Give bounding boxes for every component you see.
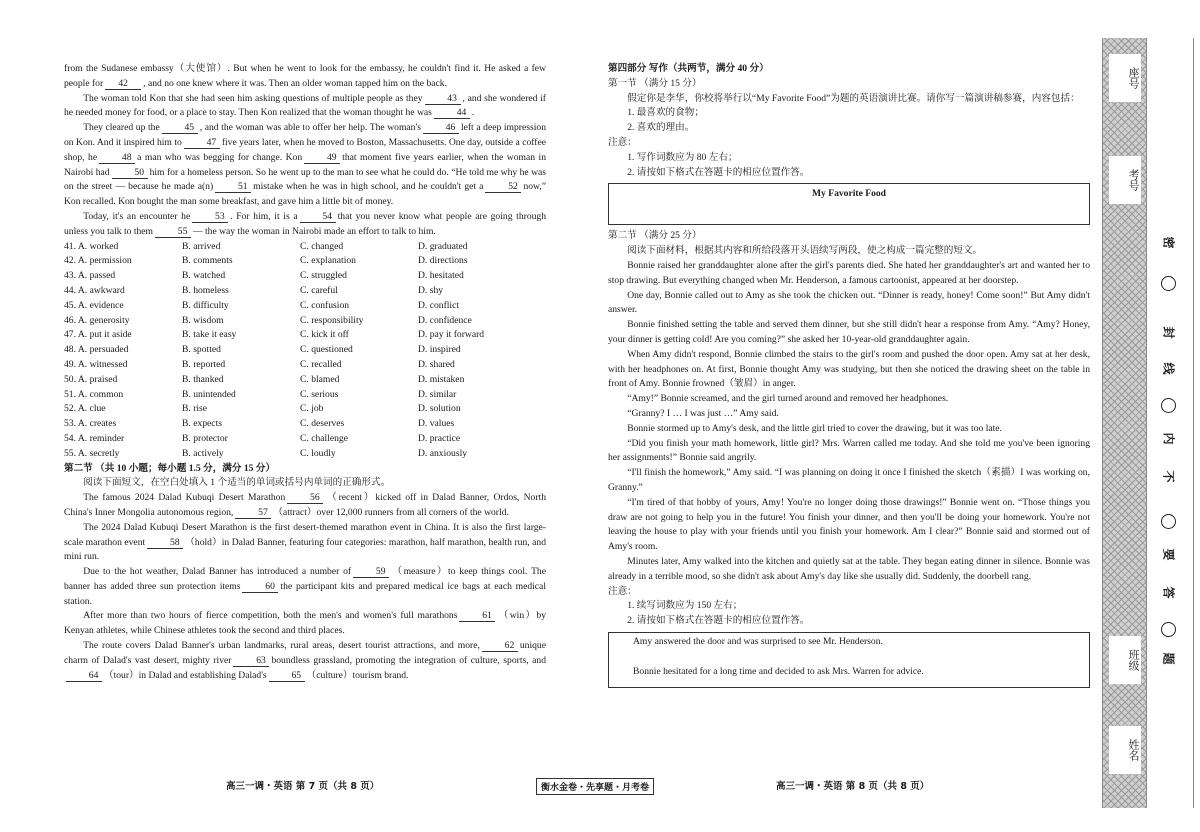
- option-text: 52. A. clue: [64, 403, 106, 415]
- option-row: [64, 373, 546, 388]
- blank-51: 51: [215, 181, 251, 193]
- blank-63: 63: [233, 655, 269, 667]
- seal-circle: [1161, 622, 1176, 637]
- s1-note-label: 注意：: [608, 136, 637, 148]
- option-text: D. graduated: [418, 240, 468, 252]
- option-text: C. challenge: [300, 432, 348, 444]
- left-page: [64, 62, 546, 683]
- seal-char: 题: [1161, 652, 1176, 665]
- story-paragraph: Bonnie stormed up to Amy's desk, and the little girl tried to cover the drawing, but it was too late.: [627, 422, 1002, 434]
- s2-note-1: 1. 续写词数应为 150 左右；: [627, 600, 743, 612]
- option-text: C. confusion: [300, 299, 350, 311]
- grammar-paragraph-1: The famous 2024 Dalad Kubuqi Desert Marathon 56 （recent）kicked off in Dalad Banner, Ordos, North China's Inner Mongolia autonomous region, 57 （attract）over 12,000 runners from all corners of the world.: [64, 492, 546, 518]
- story-paragraph: Minutes later, Amy walked into the kitchen and quietly sat at the table. They began eating dinner in silence. Bonnie was already in a terrible mood, so she didn't ask about Amy's day like she usually did. Suddenly, the doorbell rang.: [608, 555, 1090, 582]
- blank-50: 50: [112, 167, 148, 179]
- blank-48: 48: [99, 152, 135, 164]
- option-text: C. responsibility: [300, 314, 364, 326]
- cloze-options: [64, 240, 546, 462]
- option-text: B. actively: [182, 447, 224, 459]
- option-text: 55. A. secretly: [64, 447, 120, 459]
- option-row: [64, 388, 546, 403]
- section2-title: 第二节 （共 10 小题；每小题 1.5 分，满分 15 分）: [64, 462, 276, 474]
- story-paragraph: When Amy didn't respond, Bonnie climbed the stairs to the girl's room and pushed the door open. Amy sat at her desk, with her headphones on. At first, Bonnie thought Amy was studying, but then she noticed the drawing sheet on the table in front of Amy. Bonnie frowned（皱眉）in anger.: [608, 348, 1090, 390]
- option-text: 50. A. praised: [64, 373, 118, 385]
- option-text: 42. A. permission: [64, 255, 132, 267]
- option-text: D. similar: [418, 388, 457, 400]
- option-text: D. solution: [418, 403, 461, 415]
- option-text: B. take it easy: [182, 329, 237, 341]
- story-text: [608, 259, 1090, 585]
- binding-label-class: 班级: [1109, 636, 1141, 684]
- story-paragraph: Bonnie raised her granddaughter alone after the girl's parents died. She hated her granddaughter's art and wanted her to stop drawing. But everything changed when Mr. Henderson, a famous cartoonist, appeared at her doorstep.: [608, 259, 1090, 286]
- blank-42: 42: [105, 78, 141, 90]
- binding-label-exam-number: 考号: [1109, 156, 1141, 204]
- option-text: B. rise: [182, 403, 208, 415]
- cloze-paragraph-1: from the Sudanese embassy（大使馆）. But when he went to look for the embassy, he couldn't find it. He asked a few people for 42 , and no one knew where it was. Then an older woman tapped him on the back.: [64, 63, 546, 89]
- blank-65: 65: [269, 670, 305, 682]
- option-text: D. directions: [418, 255, 468, 267]
- option-text: B. reported: [182, 358, 226, 370]
- option-text: B. spotted: [182, 344, 221, 356]
- option-row: [64, 254, 546, 269]
- seal-char: 不: [1161, 470, 1176, 483]
- seal-char: 线: [1161, 362, 1176, 375]
- option-text: C. changed: [300, 240, 344, 252]
- s2-note-2: 2. 请按如下格式在答题卡的相应位置作答。: [627, 615, 810, 627]
- option-text: C. serious: [300, 388, 339, 400]
- option-text: 54. A. reminder: [64, 432, 125, 444]
- blank-45: 45: [162, 122, 198, 134]
- continuation-box: [608, 632, 1090, 688]
- seal-circle: [1161, 514, 1176, 529]
- option-text: D. inspired: [418, 344, 461, 356]
- s1-prompt: 假定你是李华，你校将举行以“My Favorite Food”为题的英语演讲比赛。请你写一篇演讲稿参赛，内容包括：: [627, 92, 1080, 104]
- option-text: 51. A. common: [64, 388, 124, 400]
- blank-52: 52: [485, 181, 521, 193]
- option-text: 48. A. persuaded: [64, 344, 129, 356]
- binding-label-seat: 座号: [1109, 54, 1141, 102]
- seal-char: 密: [1161, 236, 1176, 249]
- seal-circle: [1161, 398, 1176, 413]
- s1-title: 第一节 （满分 15 分）: [608, 77, 702, 89]
- option-text: C. recalled: [300, 358, 342, 370]
- cloze-paragraph-3: They cleared up the 45 , and the woman was able to offer her help. The woman's 46 left a deep impression on Kon. And it inspired him to 47 five years later, when he moved to Boston, Massachusetts. One day, outside a coffee shop, he 48 a man who was begging for change. Kon 49 that moment five years earlier, when the woman in Nairobi had 50 him for a homeless person. So he went up to the man to see what he could do. “He told me why he was on the street — because he made a(n) 51 mistake when he was in high school, and he couldn't get a 52 now,” Kon recalled. Kon bought the man some breakfast, and gave him a little bit of money.: [64, 122, 547, 208]
- continuation-opener-2: Bonnie hesitated for a long time and decided to ask Mrs. Warren for advice.: [633, 665, 924, 677]
- s1-item-2: 2. 喜欢的理由。: [627, 122, 695, 134]
- option-text: C. explanation: [300, 255, 356, 267]
- seal-circle: [1161, 276, 1176, 291]
- blank-64: 64: [66, 670, 102, 682]
- continuation-opener-1: Amy answered the door and was surprised to see Mr. Henderson.: [633, 635, 883, 647]
- story-paragraph: “Did you finish your math homework, little girl? Mrs. Warren called me today. And she told me you've been ignoring her assignments!” Bonnie said angrily.: [608, 437, 1090, 464]
- option-row: [64, 358, 546, 373]
- option-row: [64, 269, 546, 284]
- blank-44: 44: [434, 107, 470, 119]
- cloze-paragraph-2: The woman told Kon that she had seen him asking questions of multiple people as they 43 , and she wondered if he needed money for food, or a place to stay. Then Kon realized that the woman thought he was 44 .: [64, 92, 546, 119]
- option-row: [64, 328, 546, 343]
- option-text: B. expects: [182, 418, 222, 430]
- option-text: D. shared: [418, 358, 455, 370]
- option-text: 45. A. evidence: [64, 299, 124, 311]
- option-text: D. values: [418, 418, 455, 430]
- s1-note-1: 1. 写作词数应为 80 左右；: [627, 151, 738, 163]
- option-text: 49. A. witnessed: [64, 358, 128, 370]
- option-text: C. loudly: [300, 447, 336, 459]
- story-paragraph: One day, Bonnie called out to Amy as she took the chicken out. “Dinner is ready, honey! Come soon!” But Amy didn't answer.: [608, 289, 1090, 316]
- option-text: C. deserves: [300, 418, 345, 430]
- blank-58: 58: [147, 537, 183, 549]
- binding-strip: [1102, 38, 1147, 808]
- grammar-paragraph-4: After more than two hours of fierce competition, both the men's and women's full marathons 61 （win）by Kenyan athletes, while Chinese athletes took the second and third places.: [64, 610, 547, 637]
- option-text: B. homeless: [182, 284, 229, 296]
- option-text: C. struggled: [300, 270, 347, 282]
- grammar-paragraph-5: The route covers Dalad Banner's urban landmarks, rural areas, desert tourist attractions, and more, 62 unique charm of Dalad's vast desert, mighty river 63 boundless grassland, promoting the integration of culture, sports, and64 （tour）in Dalad and establishing Dalad's 65 （culture）tourism brand.: [64, 640, 546, 681]
- footer-left: 高三一调・英语 第 7 页（共 8 页）: [226, 781, 380, 792]
- option-text: D. pay it forward: [418, 329, 485, 341]
- blank-57: 57: [235, 507, 271, 519]
- grammar-paragraph-3: Due to the hot weather, Dalad Banner has introduced a number of 59 （measure）to keep things cool. The banner has added three sun protection items 60 the participant kits and prepared medical ice bags at each medical station.: [64, 566, 546, 607]
- option-text: B. wisdom: [182, 314, 224, 326]
- option-text: D. confidence: [418, 314, 472, 326]
- option-text: 44. A. awkward: [64, 284, 125, 296]
- option-text: 43. A. passed: [64, 270, 116, 282]
- right-page: [608, 62, 1090, 688]
- blank-53: 53: [192, 211, 228, 223]
- blank-55: 55: [155, 226, 191, 238]
- option-row: [64, 417, 546, 432]
- footer-brand: 衡水金卷・先享题・月考卷: [536, 778, 654, 795]
- option-row: [64, 402, 546, 417]
- blank-61: 61: [459, 610, 495, 622]
- seal-char: 要: [1161, 548, 1176, 561]
- s2-note-label: 注意：: [608, 585, 637, 597]
- footer-right: 高三一调・英语 第 8 页（共 8 页）: [776, 781, 930, 792]
- option-row: [64, 432, 546, 447]
- option-text: B. difficulty: [182, 299, 229, 311]
- story-paragraph: “I'll finish the homework,” Amy said. “I was planning on doing it once I finished the sketch（素描）I was working on, Granny.”: [608, 467, 1090, 493]
- seal-char: 封: [1161, 326, 1176, 339]
- option-text: B. thanked: [182, 373, 224, 385]
- blank-43: 43: [425, 93, 461, 105]
- section2-instruction: 阅读下面短文，在空白处填入 1 个适当的单词或括号内单词的正确形式。: [83, 477, 391, 489]
- story-paragraph: “Granny? I … I was just …” Amy said.: [627, 407, 779, 419]
- option-text: B. protector: [182, 432, 228, 444]
- option-text: D. practice: [418, 432, 461, 444]
- answer-box-title: My Favorite Food: [811, 188, 887, 200]
- binding-label-name: 姓名: [1109, 726, 1141, 774]
- blank-60: 60: [242, 581, 278, 593]
- option-text: C. careful: [300, 284, 338, 296]
- seal-char: 内: [1161, 432, 1176, 445]
- answer-box-my-favorite-food: [608, 183, 1090, 225]
- option-row: [64, 299, 546, 314]
- option-row: [64, 314, 546, 329]
- option-text: B. unintended: [182, 388, 236, 400]
- blank-62: 62: [482, 640, 518, 652]
- blank-56: 56: [287, 492, 323, 504]
- option-text: 53. A. creates: [64, 418, 117, 430]
- s2-title: 第二节 （满分 25 分）: [608, 230, 702, 242]
- blank-47: 47: [184, 137, 220, 149]
- grammar-paragraph-2: The 2024 Dalad Kubuqi Desert Marathon is the first desert-themed marathon event in China. It is also the first large-scale marathon event 58 （hold）in Dalad Banner, featuring four categories: marathon, half marathon, health run, and mini run.: [64, 521, 546, 563]
- option-text: D. mistaken: [418, 373, 465, 385]
- option-text: B. arrived: [182, 240, 221, 252]
- option-text: C. blamed: [300, 373, 340, 385]
- option-row: [64, 343, 546, 358]
- option-text: D. conflict: [418, 299, 460, 311]
- story-paragraph: “I'm tired of that hobby of yours, Amy! You're no longer doing those drawings!” Bonnie went on. “Those things you draw are not going to help you in the future! You finish your dinner, and then you'll be doing your homework. You're not leaving the house to play with your friends until you finish your homework. Am I clear?” Bonnie said and stormed out of Amy's room.: [608, 496, 1090, 553]
- story-paragraph: “Amy!” Bonnie screamed, and the girl turned around and removed her headphones.: [627, 393, 949, 405]
- blank-49: 49: [304, 152, 340, 164]
- option-row: [64, 240, 546, 255]
- option-text: B. watched: [182, 270, 226, 282]
- option-row: [64, 284, 546, 299]
- cloze-paragraph-4: Today, it's an encounter he 53 . For him, it is a 54 that you never know what people are going through unless you talk to them 55 — the way the woman in Nairobi made an effort to talk to him.: [64, 210, 547, 237]
- option-text: C. kick it off: [300, 329, 349, 341]
- option-text: 47. A. put it aside: [64, 329, 132, 341]
- option-text: D. shy: [418, 284, 444, 296]
- seal-line-column: [1146, 38, 1194, 808]
- option-text: 46. A. generosity: [64, 314, 130, 326]
- option-text: C. questioned: [300, 344, 353, 356]
- blank-59: 59: [353, 566, 389, 578]
- blank-54: 54: [300, 211, 336, 223]
- part4-title: 第四部分 写作（共两节，满分 40 分）: [608, 63, 769, 74]
- option-text: D. anxiously: [418, 447, 468, 459]
- s2-prompt: 阅读下面材料，根据其内容和所给段落开头语续写两段，使之构成一篇完整的短文。: [627, 245, 983, 257]
- seal-char: 答: [1161, 586, 1176, 599]
- option-text: B. comments: [182, 255, 233, 267]
- option-text: 41. A. worked: [64, 240, 119, 252]
- option-row: [64, 447, 546, 462]
- s1-item-1: 1. 最喜欢的食物；: [627, 107, 704, 119]
- s1-note-2: 2. 请按如下格式在答题卡的相应位置作答。: [627, 166, 810, 178]
- option-text: C. job: [300, 403, 324, 415]
- option-text: D. hesitated: [418, 270, 464, 282]
- story-paragraph: Bonnie finished setting the table and served them dinner, but she still didn't hear a response from Amy. “Amy? Honey, your dinner is getting cold! Are you coming?” she asked her 10-year-old granddaughter again.: [608, 319, 1090, 345]
- blank-46: 46: [423, 122, 459, 134]
